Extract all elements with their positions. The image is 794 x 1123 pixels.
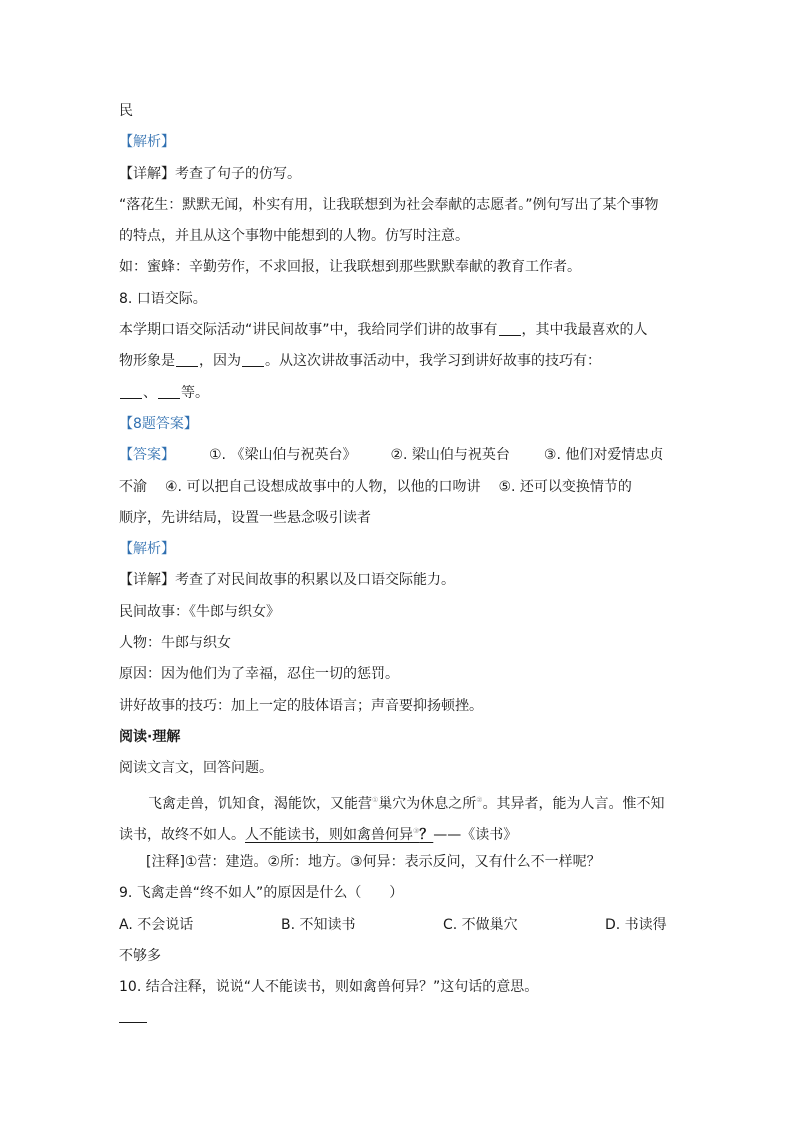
text-segment: 巢穴为休息之所 [378, 795, 477, 812]
option-c: C. 不做巢穴 [443, 916, 518, 933]
answer-line-rule [119, 1004, 679, 1035]
notes-line: [注释]①营：建造。②所：地方。③何异：表示反问，又有什么不一样呢？ [146, 854, 601, 871]
passage-line-2 [119, 816, 679, 847]
text-line: 如：蜜蜂：辛勤劳作，不求回报，让我联想到那些默默奉献的教育工作者。 [119, 259, 581, 276]
text-segment: 读书，故终不如人。 [119, 826, 245, 843]
text-segment: ——《读书》 [433, 826, 518, 843]
text-line: 民 [119, 103, 133, 119]
answer-item: ③. 他们对爱情忠贞 [543, 447, 664, 464]
document-page [119, 96, 679, 1035]
section-heading: 阅读·理解 [119, 728, 181, 745]
text-segment: 物形象是 [119, 353, 175, 370]
question-8-title: 8. 口语交际。 [119, 290, 207, 307]
text-segment: 人不能读书，则如禽兽何异 [245, 826, 413, 843]
analysis-heading: 【解析】 [119, 541, 175, 558]
text-segment: ？ [419, 826, 434, 843]
option-a: A. 不会说话 [119, 916, 194, 933]
answer-label: 【答案】 [119, 447, 175, 464]
option-d-continued: 不够多 [119, 948, 161, 965]
text-segment: 等。 [181, 384, 209, 401]
answer-blank [119, 1006, 147, 1023]
text-line: 原因：因为他们为了幸福，忍住一切的惩罚。 [119, 666, 399, 683]
text-segment: 本学期口语交际活动“讲民间故事”中，我给同学们讲的故事有 [119, 322, 498, 339]
text-segment: 飞禽走兽，饥知食，渴能饮，又能营 [148, 795, 372, 812]
question-8-line-2 [119, 346, 679, 377]
text-segment: ，其中我最喜欢的人 [521, 322, 648, 339]
answer-blank [499, 321, 521, 336]
footnote-marker: ③ [413, 826, 420, 835]
text-line: 讲好故事的技巧：加上一定的肢体语言；声音要抑扬顿挫。 [119, 697, 483, 714]
answer-item: ①. 《梁山伯与祝英台》 [209, 447, 357, 464]
option-d: D. 书读得 [605, 916, 667, 933]
text-line: 人物：牛郎与织女 [119, 635, 231, 652]
text-line: 【详解】考查了对民间故事的积累以及口语交际能力。 [119, 572, 455, 589]
question-9: 9. 飞禽走兽“终不如人”的原因是什么（ ） [119, 885, 404, 902]
answer-blank [158, 384, 180, 399]
question-10: 10. 结合注释，说说“人不能读书，则如禽兽何异？”这句话的意思。 [119, 979, 539, 996]
answer-item: 不渝 [119, 478, 147, 495]
text-line: 【详解】考查了句子的仿写。 [119, 165, 301, 182]
answer-blank [242, 352, 264, 367]
text-segment: 。从这次讲故事活动中，我学习到讲好故事的技巧有： [265, 353, 601, 370]
text-segment: ，因为 [199, 353, 241, 370]
text-line: 的特点，并且从这个事物中能想到的人物。仿写时注意。 [119, 228, 469, 245]
answer-blank [120, 384, 142, 399]
option-b: B. 不知读书 [281, 916, 356, 933]
text-segment: 。其异者，能为人言。惟不知 [482, 795, 665, 812]
question-8-line-1 [119, 315, 679, 346]
passage-line-1 [119, 785, 679, 816]
question-9-options [119, 910, 679, 941]
answer-line-2 [119, 472, 679, 503]
answer-line-3: 顺序，先讲结局，设置一些悬念吸引读者 [119, 509, 371, 526]
answer-item: ⑤. 还可以变换情节的 [498, 478, 632, 495]
footnote-marker: ② [476, 795, 483, 804]
question-8-line-3 [119, 378, 679, 409]
answer-blank [176, 352, 198, 367]
analysis-heading: 【解析】 [119, 134, 175, 151]
text-line: 民间故事：《牛郎与织女》 [119, 603, 280, 620]
text-line: “落花生：默默无闻，朴实有用，让我联想到为社会奉献的志愿者。”例句写出了某个事物 [119, 196, 659, 213]
answer-line-1 [119, 440, 679, 471]
text-segment: 、 [143, 384, 157, 401]
answer-item: ②. 梁山伯与祝英台 [390, 447, 510, 464]
answer-section-heading: 【8题答案】 [119, 415, 198, 432]
answer-item: ④. 可以把自己设想成故事中的人物，以他的口吻讲 [165, 478, 481, 495]
underlined-sentence [245, 827, 433, 843]
footnote-marker: ① [372, 795, 379, 804]
text-line: 阅读文言文，回答问题。 [119, 760, 273, 777]
